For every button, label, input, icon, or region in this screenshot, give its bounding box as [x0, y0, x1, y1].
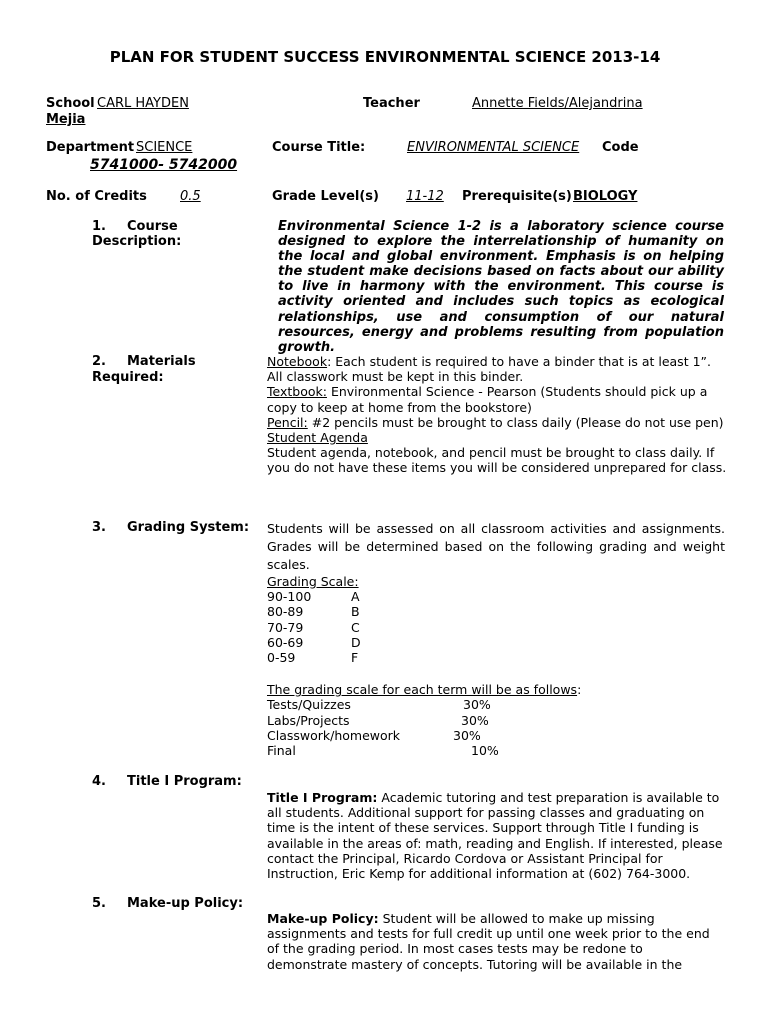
grade-level-label: Grade Level(s): [272, 189, 379, 204]
section-5-number: 5.: [92, 896, 106, 911]
notebook-item: [267, 354, 727, 384]
credits-value: 0.5: [180, 189, 201, 204]
term-scale-heading: The grading scale for each term will be as follows:: [267, 682, 582, 698]
textbook-label: Textbook:: [267, 384, 327, 400]
school-value-cont: Mejia: [46, 112, 86, 127]
grade-row: 0-59 F: [267, 649, 359, 665]
notebook-label: Notebook: [267, 354, 328, 369]
weight-row: Labs/Projects 30%: [267, 712, 489, 728]
course-description-text: Environmental Science 1-2 is a laboratory science course designed to explore the interrelationship of humanity on the local and global environment. Emphasis is on helping the student make decisions based on facts about our ability to live in harmony with the environment. This course is activity oriented and includes such topics as ecological relationships, use and consumption of our natural resources, energy and problems resulting from population growth.: [278, 219, 724, 355]
title-i-text: Academic tutoring and test preparation is available to all students. Additional support for passing classes and graduating on time is the intent of these services. Support through Title I funding is available in the areas of: math, reading and English. If interested, please contact the Principal, Ricardo Cordova or Assistant Principal for Instruction, Eric Kemp for additional information at (602) 764-3000.: [267, 790, 723, 882]
agenda-label: Student Agenda: [267, 430, 368, 446]
grading-block: [267, 520, 725, 758]
course-title-value: ENVIRONMENTAL SCIENCE: [407, 140, 580, 155]
materials-block: [267, 354, 727, 476]
grade-row: 90-100 A: [267, 589, 360, 605]
pencil-text: #2 pencils must be brought to class daily (Please do not use pen): [307, 414, 724, 430]
grade-row: 80-89 B: [267, 604, 360, 620]
prerequisite-value: BIOLOGY: [573, 189, 638, 204]
weight-row: Tests/Quizzes 30%: [267, 697, 491, 713]
grade-scale-list: [267, 589, 725, 665]
term-scale-label: The grading scale for each term will be as follows: [267, 682, 578, 698]
page-title: PLAN FOR STUDENT SUCCESS ENVIRONMENTAL SCIENCE 2013-14: [109, 48, 661, 66]
section-3-number: 3.: [92, 520, 106, 535]
grading-scale-label: Grading Scale:: [267, 574, 359, 589]
agenda-text: Student agenda, notebook, and pencil must be brought to class daily. If you do not have these items you will be considered unprepared for class.: [267, 445, 727, 476]
teacher-label: Teacher: [363, 96, 420, 111]
title-i-block: [267, 790, 725, 881]
course-title-label: Course Title:: [272, 140, 366, 155]
section-5-label: Make-up Policy:: [127, 896, 244, 911]
makeup-bold: Make-up Policy:: [267, 911, 379, 926]
teacher-value: Annette Fields/Alejandrina: [472, 96, 643, 111]
department-label: Department: [46, 140, 135, 155]
section-1-label-b: Description:: [92, 234, 182, 249]
weight-list: [267, 697, 725, 758]
section-2-label-b: Required:: [92, 370, 164, 385]
notebook-text: : Each student is required to have a binder that is at least 1”. All classwork must be kept in this binder.: [267, 354, 711, 385]
title-i-bold: Title I Program:: [267, 790, 378, 805]
pencil-item: [267, 415, 727, 430]
school-value: CARL HAYDEN: [97, 96, 189, 111]
grading-intro: Students will be assessed on all classroom activities and assignments. Grades will be determined based on the following grading and weight scales.: [267, 521, 725, 572]
grade-row: 70-79 C: [267, 619, 360, 635]
section-3-label: Grading System:: [127, 520, 250, 535]
prerequisite-label: Prerequisite(s): [462, 189, 572, 204]
weight-row: Classwork/homework 30%: [267, 727, 481, 743]
section-4-label: Title I Program:: [127, 774, 242, 789]
section-2-label-a: Materials: [127, 354, 196, 369]
grade-level-value: 11-12: [406, 189, 444, 204]
code-label: Code: [602, 140, 639, 155]
pencil-label: Pencil:: [267, 414, 308, 430]
makeup-block: [267, 911, 719, 972]
section-2-number: 2.: [92, 354, 106, 369]
textbook-item: [267, 384, 727, 414]
credits-label: No. of Credits: [46, 189, 147, 204]
section-1-label-a: Course: [127, 219, 178, 234]
makeup-text: Student will be allowed to make up missing assignments and tests for full credit up until one week prior to the end of the grading period. In most cases tests may be redone to demonstrate mastery of concepts. Tutoring will be available in the: [267, 911, 710, 972]
section-4-number: 4.: [92, 774, 106, 789]
section-1-number: 1.: [92, 219, 106, 234]
textbook-text: Environmental Science - Pearson (Students should pick up a copy to keep at home from the bookstore): [267, 384, 708, 415]
weight-row: Final 10%: [267, 742, 499, 758]
department-value: SCIENCE: [136, 140, 193, 155]
grade-row: 60-69 D: [267, 634, 361, 650]
code-value: 5741000- 5742000: [90, 157, 238, 173]
school-label: School: [46, 96, 95, 111]
